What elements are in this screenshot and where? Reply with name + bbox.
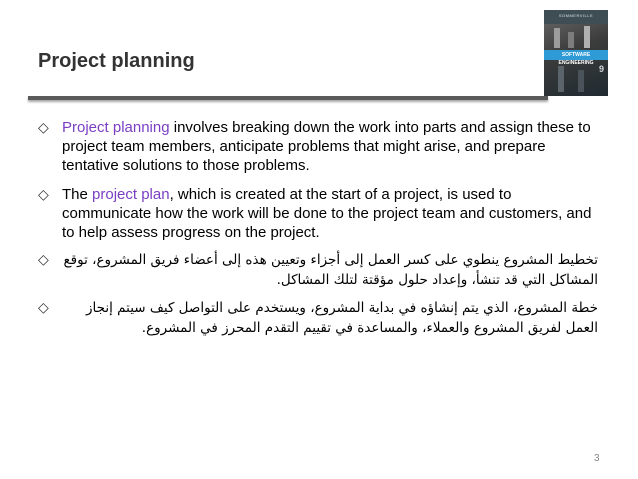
title-divider — [28, 96, 548, 100]
slide-title: Project planning — [38, 50, 195, 72]
cover-title: SOFTWARE ENGINEERING — [558, 52, 594, 66]
bullet-body: involves breaking down the work into parts and assign these to project team members, anticipate problems that might arise, and prepare tentative solutions to those problems. — [62, 119, 591, 174]
cover-edition: 9 — [598, 64, 604, 74]
diamond-bullet-icon: ◇ — [38, 119, 49, 135]
page-number: 3 — [594, 453, 600, 464]
cover-figure — [584, 26, 590, 48]
bullet-text — [62, 185, 598, 242]
highlight-term: project plan — [92, 186, 170, 203]
bullet-text-arabic: تخطيط المشروع ينطوي على كسر العمل إلى أجزاء وتعيين هذه إلى أعضاء فريق المشروع، توقع المشاكل التي قد تنشأ، وإعداد حلول مؤقتة لتلك المشاكل. — [63, 252, 598, 288]
diamond-bullet-icon: ◇ — [38, 299, 49, 315]
cover-figure — [554, 28, 560, 48]
diamond-bullet-icon: ◇ — [38, 251, 49, 267]
diamond-bullet-icon: ◇ — [38, 186, 49, 202]
bullet-text-arabic: خطة المشروع، الذي يتم إنشاؤه في بداية المشروع، ويستخدم على التواصل كيف سيتم إنجاز العمل لفريق المشروع والعملاء، والمساعدة في تقييم التقدم المحرز في المشروع. — [86, 300, 598, 336]
book-cover-image — [544, 10, 608, 96]
cover-figure — [558, 66, 564, 92]
bullet-body: , which is created at the start of a project, is used to communicate how the work will be done to the project team and customers, and to help assess progress on the project. — [62, 186, 592, 241]
bullet-text — [62, 118, 598, 175]
cover-figure — [578, 70, 584, 92]
cover-figure — [568, 32, 574, 48]
bullet-prefix: The — [62, 186, 93, 203]
cover-author: SOMMERVILLE — [558, 13, 594, 18]
highlight-term: Project planning — [62, 119, 170, 136]
